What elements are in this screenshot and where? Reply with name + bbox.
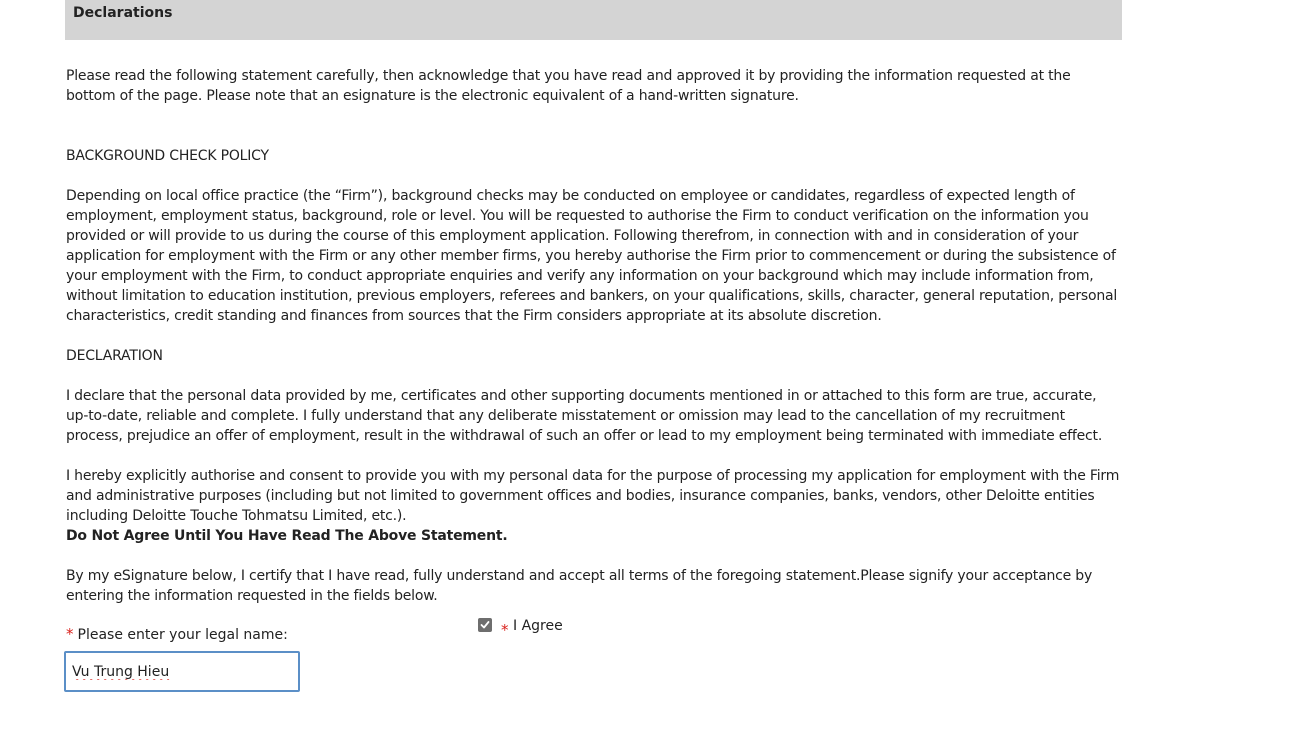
background-check-heading: BACKGROUND CHECK POLICY bbox=[66, 148, 269, 164]
agree-checkbox[interactable] bbox=[478, 618, 492, 632]
warning-text: Do Not Agree Until You Have Read The Above Statement. bbox=[66, 528, 508, 544]
declaration-heading: DECLARATION bbox=[66, 348, 163, 364]
required-marker: * bbox=[66, 625, 74, 643]
section-header bbox=[65, 0, 1122, 40]
agree-label[interactable]: I Agree bbox=[513, 618, 563, 634]
background-check-text: Depending on local office practice (the “Firm”), background checks may be conducted on employee or candidates, regardless of expected length of employment, employment status, background, role or level. You will be requested to authorise the Firm to conduct verification on the information you provided or will provide to us during the course of this employment application. Following therefrom, in connection with and in consideration of your application for employment with the Firm or any other member firms, you hereby authorise the Firm prior to commencement or during the subsistence of your employment with the Firm, to conduct appropriate enquiries and verify any information on your background which may include information from, without limitation to education institution, previous employers, referees and bankers, on your qualifications, skills, character, general reputation, personal characteristics, credit standing and finances from sources that the Firm considers appropriate at its absolute discretion. bbox=[66, 188, 1118, 324]
legal-name-label bbox=[66, 624, 288, 645]
legal-name-input[interactable] bbox=[64, 651, 300, 692]
intro-text: Please read the following statement carefully, then acknowledge that you have read and approved it by providing the information requested at the bottom of the page. Please note that an esignature is the electronic equivalent of a hand-written signature. bbox=[66, 68, 1071, 104]
declaration-content bbox=[66, 66, 1121, 606]
consent-text: I hereby explicitly authorise and consent to provide you with my personal data for the purpose of processing my application for employment with the Firm and administrative purposes (including but not limited to government offices and bodies, insurance companies, banks, vendors, other Deloitte entities including Deloitte Touche Tohmatsu Limited, etc.). bbox=[66, 468, 1120, 524]
required-marker: * bbox=[501, 621, 509, 639]
checkmark-icon bbox=[480, 620, 490, 630]
esignature-text: By my eSignature below, I certify that I have read, fully understand and accept all terms of the foregoing statement.Please signify your acceptance by entering the information requested in the fields below. bbox=[66, 568, 1093, 604]
section-title: Declarations bbox=[73, 5, 173, 21]
legal-name-label-text: Please enter your legal name: bbox=[77, 627, 288, 643]
declaration-text: I declare that the personal data provided by me, certificates and other supporting documents mentioned in or attached to this form are true, accurate, up-to-date, reliable and complete. I fully understand that any deliberate misstatement or omission may lead to the cancellation of my recruitment process, prejudice an offer of employment, result in the withdrawal of such an offer or lead to my employment being terminated with immediate effect. bbox=[66, 388, 1103, 444]
